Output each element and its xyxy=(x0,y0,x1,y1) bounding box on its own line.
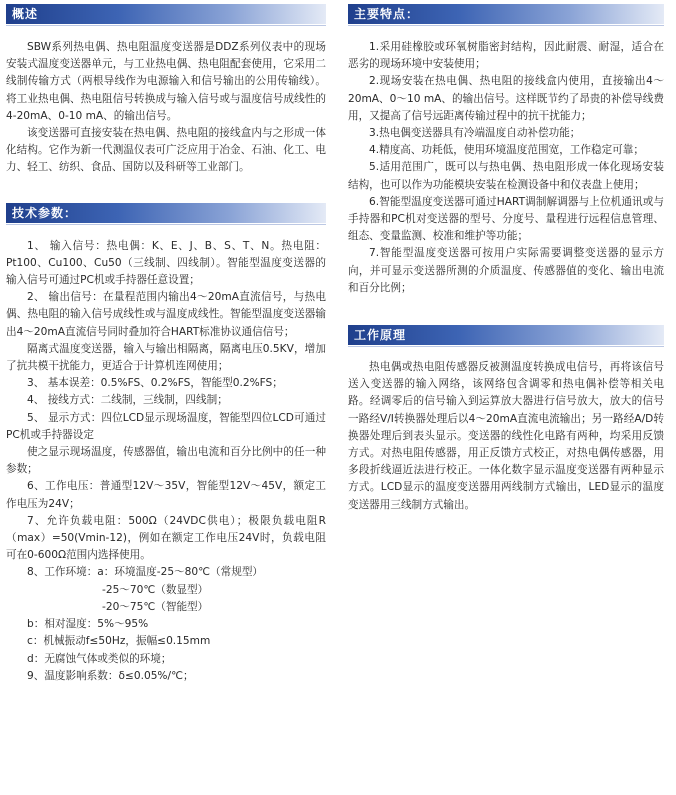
tech-item: 2、 输出信号：在量程范围内输出4～20mA直流信号，与热电偶、热电阻的输入信号成线性或与温度成线性。智能型温度变送器输出4～20mA直流信号同时叠加符合HART标准协议通信信号； xyxy=(6,291,326,338)
tech-item: c：机械振动f≤50Hz，振幅≤0.15mm xyxy=(27,635,211,648)
principle-paragraph: 热电偶或热电阻传感器反被测温度转换成电信号，再将该信号送入变送器的输入网络，该网络包含调零和热电偶补偿等相关电路。经调零后的信号输入到运算放大器进行信号放大，放大的信号一路经V/I转换器处理后以4～20mA直流电流输出；另一路经A/D转换器处理后到表头显示。变送器的线性化电路有两种，均采用反馈方式。对热电阻传感器，用正反馈方式校正，对热电偶传感器，用多段折线逼近法进行校正。一体化数字显示温度变送器有两种显示方式。LCD显示的温度变送器用两线制方式输出，LED显示的温度变送器用三线制方式输出。 xyxy=(348,361,664,511)
tech-section xyxy=(6,238,326,685)
features-title: 主要特点： xyxy=(354,7,420,21)
tech-item: b：相对湿度：5%～95% xyxy=(27,618,149,631)
tech-item: 5、 显示方式：四位LCD显示现场温度，智能型四位LCD可通过PC机或手持器设定 xyxy=(6,411,326,441)
tech-item: 6、工作电压：普通型12V～35V，智能型12V～45V，额定工作电压为24V； xyxy=(6,480,326,510)
feature-item: 1.采用硅橡胶或环氧树脂密封结构，因此耐震、耐湿，适合在恶劣的现场环境中安装使用； xyxy=(348,41,664,71)
tech-title: 技术参数： xyxy=(12,205,78,220)
tech-item: 8、工作环境：a：环境温度-25～80℃（常规型） xyxy=(27,566,264,579)
right-column xyxy=(348,0,664,514)
feature-item: 3.热电偶变送器具有冷端温度自动补偿功能； xyxy=(369,127,581,140)
left-column xyxy=(6,0,326,685)
tech-item: 7、允许负载电阻：500Ω（24VDC供电）；极限负载电阻R（max）=50(Vmin-12)，例如在额定工作电压24V时，负载电阻可在0-600Ω范围内选择使用。 xyxy=(6,514,326,562)
tech-item: d：无腐蚀气体或类似的环境； xyxy=(27,652,172,665)
feature-item: 6.智能型温度变送器可通过HART调制解调器与上位机通讯或与手持器和PC机对变送器的型号、分度号、量程进行远程信息管理、组态、变量监测、校准和维护等功能； xyxy=(348,195,664,243)
feature-item: 4.精度高、功耗低，使用环境温度范围宽，工作稳定可靠； xyxy=(369,144,644,157)
tech-item: 3、 基本误差：0.5%FS、0.2%FS，智能型0.2%FS； xyxy=(27,377,283,390)
features-section xyxy=(348,39,664,297)
principle-title: 工作原理 xyxy=(354,328,407,343)
tech-header xyxy=(6,203,326,223)
tech-item: 使之显示现场温度，传感器值，输出电流和百分比例中的任一种参数； xyxy=(6,446,326,476)
principle-header xyxy=(348,325,664,345)
feature-item: 5.适用范围广，既可以与热电偶、热电阻形成一体化现场安装结构，也可以作为功能模块安装在检测设备中和仪表盘上使用； xyxy=(348,161,664,191)
tech-item: 隔离式温度变送器，输入与输出相隔离，隔离电压0.5KV，增加了抗共模干扰能力，更适合于计算机连网使用； xyxy=(6,342,326,373)
overview-paragraph: SBW系列热电偶、热电阻温度变送器是DDZ系列仪表中的现场安装式温度变送器单元，与工业热电偶、热电阻配套使用，它采用二线制传输方式（两根导线作为电源输入和信号输出的公用传输线）。将工业热电偶、热电阻信号转换成与输入信号或与温度信号成线性的4-20mA、0-10 mA、的输出信号。 xyxy=(6,41,326,122)
features-header xyxy=(348,4,664,24)
principle-section xyxy=(348,359,664,514)
tech-item: -25～70℃（数显型） xyxy=(102,583,209,596)
overview-section xyxy=(6,39,326,177)
feature-item: 7.智能型温度变送器可按用户实际需要调整变送器的显示方向，并可显示变送器所测的介质温度、传感器值的变化、输出电流和百分比例； xyxy=(348,247,664,294)
overview-title: 概述 xyxy=(12,7,39,21)
tech-item: 9、温度影响系数：δ≤0.05%/℃； xyxy=(27,669,194,682)
tech-item: -20～75℃（智能型） xyxy=(102,600,209,613)
tech-item: 4、 接线方式：二线制，三线制，四线制； xyxy=(27,394,228,407)
feature-item: 2.现场安装在热电偶、热电阻的接线盒内使用，直接输出4～20mA、0～10 mA、的输出信号。这样既节约了昂贵的补偿导线费用，又提高了信号远距离传输过程中的抗干扰能力； xyxy=(348,75,664,122)
overview-header xyxy=(6,4,326,24)
tech-item: 1、 输入信号：热电偶：K、E、J、B、S、T、N。热电阻： Pt100、Cu100、Cu50（三线制、四线制）。智能型温度变送器的输入信号可通过PC机或手持器任意设置； xyxy=(6,239,326,287)
overview-paragraph: 该变送器可直接安装在热电偶、热电阻的接线盒内与之形成一体化结构。它作为新一代测温仪表可广泛应用于冶金、石油、化工、电力、轻工、纺织、食品、国防以及科研等工业部门。 xyxy=(6,127,326,174)
